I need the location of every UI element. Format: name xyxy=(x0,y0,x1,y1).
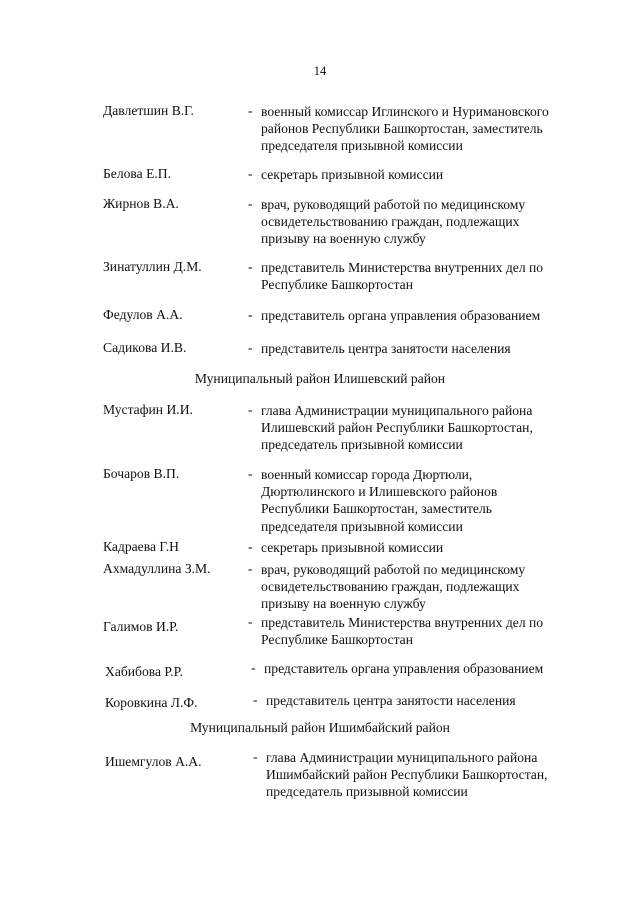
list-dash: - xyxy=(248,340,253,355)
list-dash: - xyxy=(248,307,253,322)
role-line: Республики Башкортостан, заместитель xyxy=(261,501,492,517)
member-name: Садикова И.В. xyxy=(103,340,187,355)
role-line: представитель центра занятости населения xyxy=(266,693,516,708)
member-name: Бочаров В.П. xyxy=(103,466,180,481)
role-line: освидетельствованию граждан, подлежащих xyxy=(261,214,520,230)
member-name: Галимов И.Р. xyxy=(103,619,179,634)
member-name: Хабибова Р.Р. xyxy=(105,664,183,679)
role-line: Дюртюлинского и Илишевского районов xyxy=(261,484,498,500)
role-line: председателя призывной комиссии xyxy=(261,138,463,154)
member-name: Ахмадуллина З.М. xyxy=(103,561,211,576)
role-line: Республике Башкортостан xyxy=(261,632,413,648)
member-role xyxy=(266,749,548,801)
member-name: Коровкина Л.Ф. xyxy=(105,695,198,710)
member-role xyxy=(261,259,543,293)
member-name: Жирнов В.А. xyxy=(103,196,179,211)
member-role xyxy=(261,196,525,248)
list-dash: - xyxy=(251,660,256,675)
member-role xyxy=(261,307,540,324)
member-role xyxy=(261,561,525,613)
role-line: районов Республики Башкортостан, заместитель xyxy=(261,121,543,137)
member-name: Давлетшин В.Г. xyxy=(103,103,194,118)
role-line: призыву на военную службу xyxy=(261,231,426,247)
member-role xyxy=(261,614,543,648)
role-line: Илишевский район Республики Башкортостан, xyxy=(261,420,533,436)
role-line: военный комиссар города Дюртюли, xyxy=(261,467,473,482)
list-dash: - xyxy=(248,466,253,481)
role-line: освидетельствованию граждан, подлежащих xyxy=(261,579,520,595)
role-line: призыву на военную службу xyxy=(261,596,426,612)
list-dash: - xyxy=(248,561,253,576)
list-dash: - xyxy=(253,749,258,764)
role-line: военный комиссар Иглинского и Нуримановского xyxy=(261,104,549,119)
member-name: Федулов А.А. xyxy=(103,307,183,322)
role-line: представитель Министерства внутренних дел по xyxy=(261,260,544,275)
list-dash: - xyxy=(253,692,258,707)
role-line: председатель призывной комиссии xyxy=(266,784,468,800)
role-line: секретарь призывной комиссии xyxy=(261,167,444,182)
list-dash: - xyxy=(248,196,253,211)
role-line: глава Администрации муниципального района xyxy=(266,750,538,765)
member-name: Зинатуллин Д.М. xyxy=(103,259,202,274)
role-line: Ишимбайский район Республики Башкортостан, xyxy=(266,767,548,783)
member-role xyxy=(266,692,516,709)
role-line: представитель центра занятости населения xyxy=(261,341,511,356)
member-role xyxy=(261,466,497,535)
role-line: врач, руководящий работой по медицинскому xyxy=(261,197,526,212)
member-role xyxy=(261,340,511,357)
page-number: 14 xyxy=(313,64,327,78)
member-name: Кадраева Г.Н xyxy=(103,539,179,554)
member-role xyxy=(261,539,443,556)
member-role xyxy=(261,402,533,454)
list-dash: - xyxy=(248,166,253,181)
role-line: представитель Министерства внутренних дел по xyxy=(261,615,544,630)
list-dash: - xyxy=(248,402,253,417)
role-line: врач, руководящий работой по медицинскому xyxy=(261,562,526,577)
list-dash: - xyxy=(248,539,253,554)
role-line: представитель органа управления образованием xyxy=(264,661,544,676)
member-name: Белова Е.П. xyxy=(103,166,172,181)
member-name: Ишемгулов А.А. xyxy=(105,754,202,769)
role-line: глава Администрации муниципального района xyxy=(261,403,533,418)
member-role xyxy=(261,103,549,155)
role-line: представитель органа управления образованием xyxy=(261,308,541,323)
member-role xyxy=(261,166,443,183)
role-line: председатель призывной комиссии xyxy=(261,437,463,453)
list-dash: - xyxy=(248,103,253,118)
district-heading: Муниципальный район Ишимбайский район xyxy=(190,720,450,735)
member-name: Мустафин И.И. xyxy=(103,402,193,417)
list-dash: - xyxy=(248,614,253,629)
district-heading: Муниципальный район Илишевский район xyxy=(194,371,446,386)
role-line: Республике Башкортостан xyxy=(261,277,413,293)
role-line: председателя призывной комиссии xyxy=(261,518,463,534)
list-dash: - xyxy=(248,259,253,274)
member-role xyxy=(264,660,543,677)
role-line: секретарь призывной комиссии xyxy=(261,540,444,555)
